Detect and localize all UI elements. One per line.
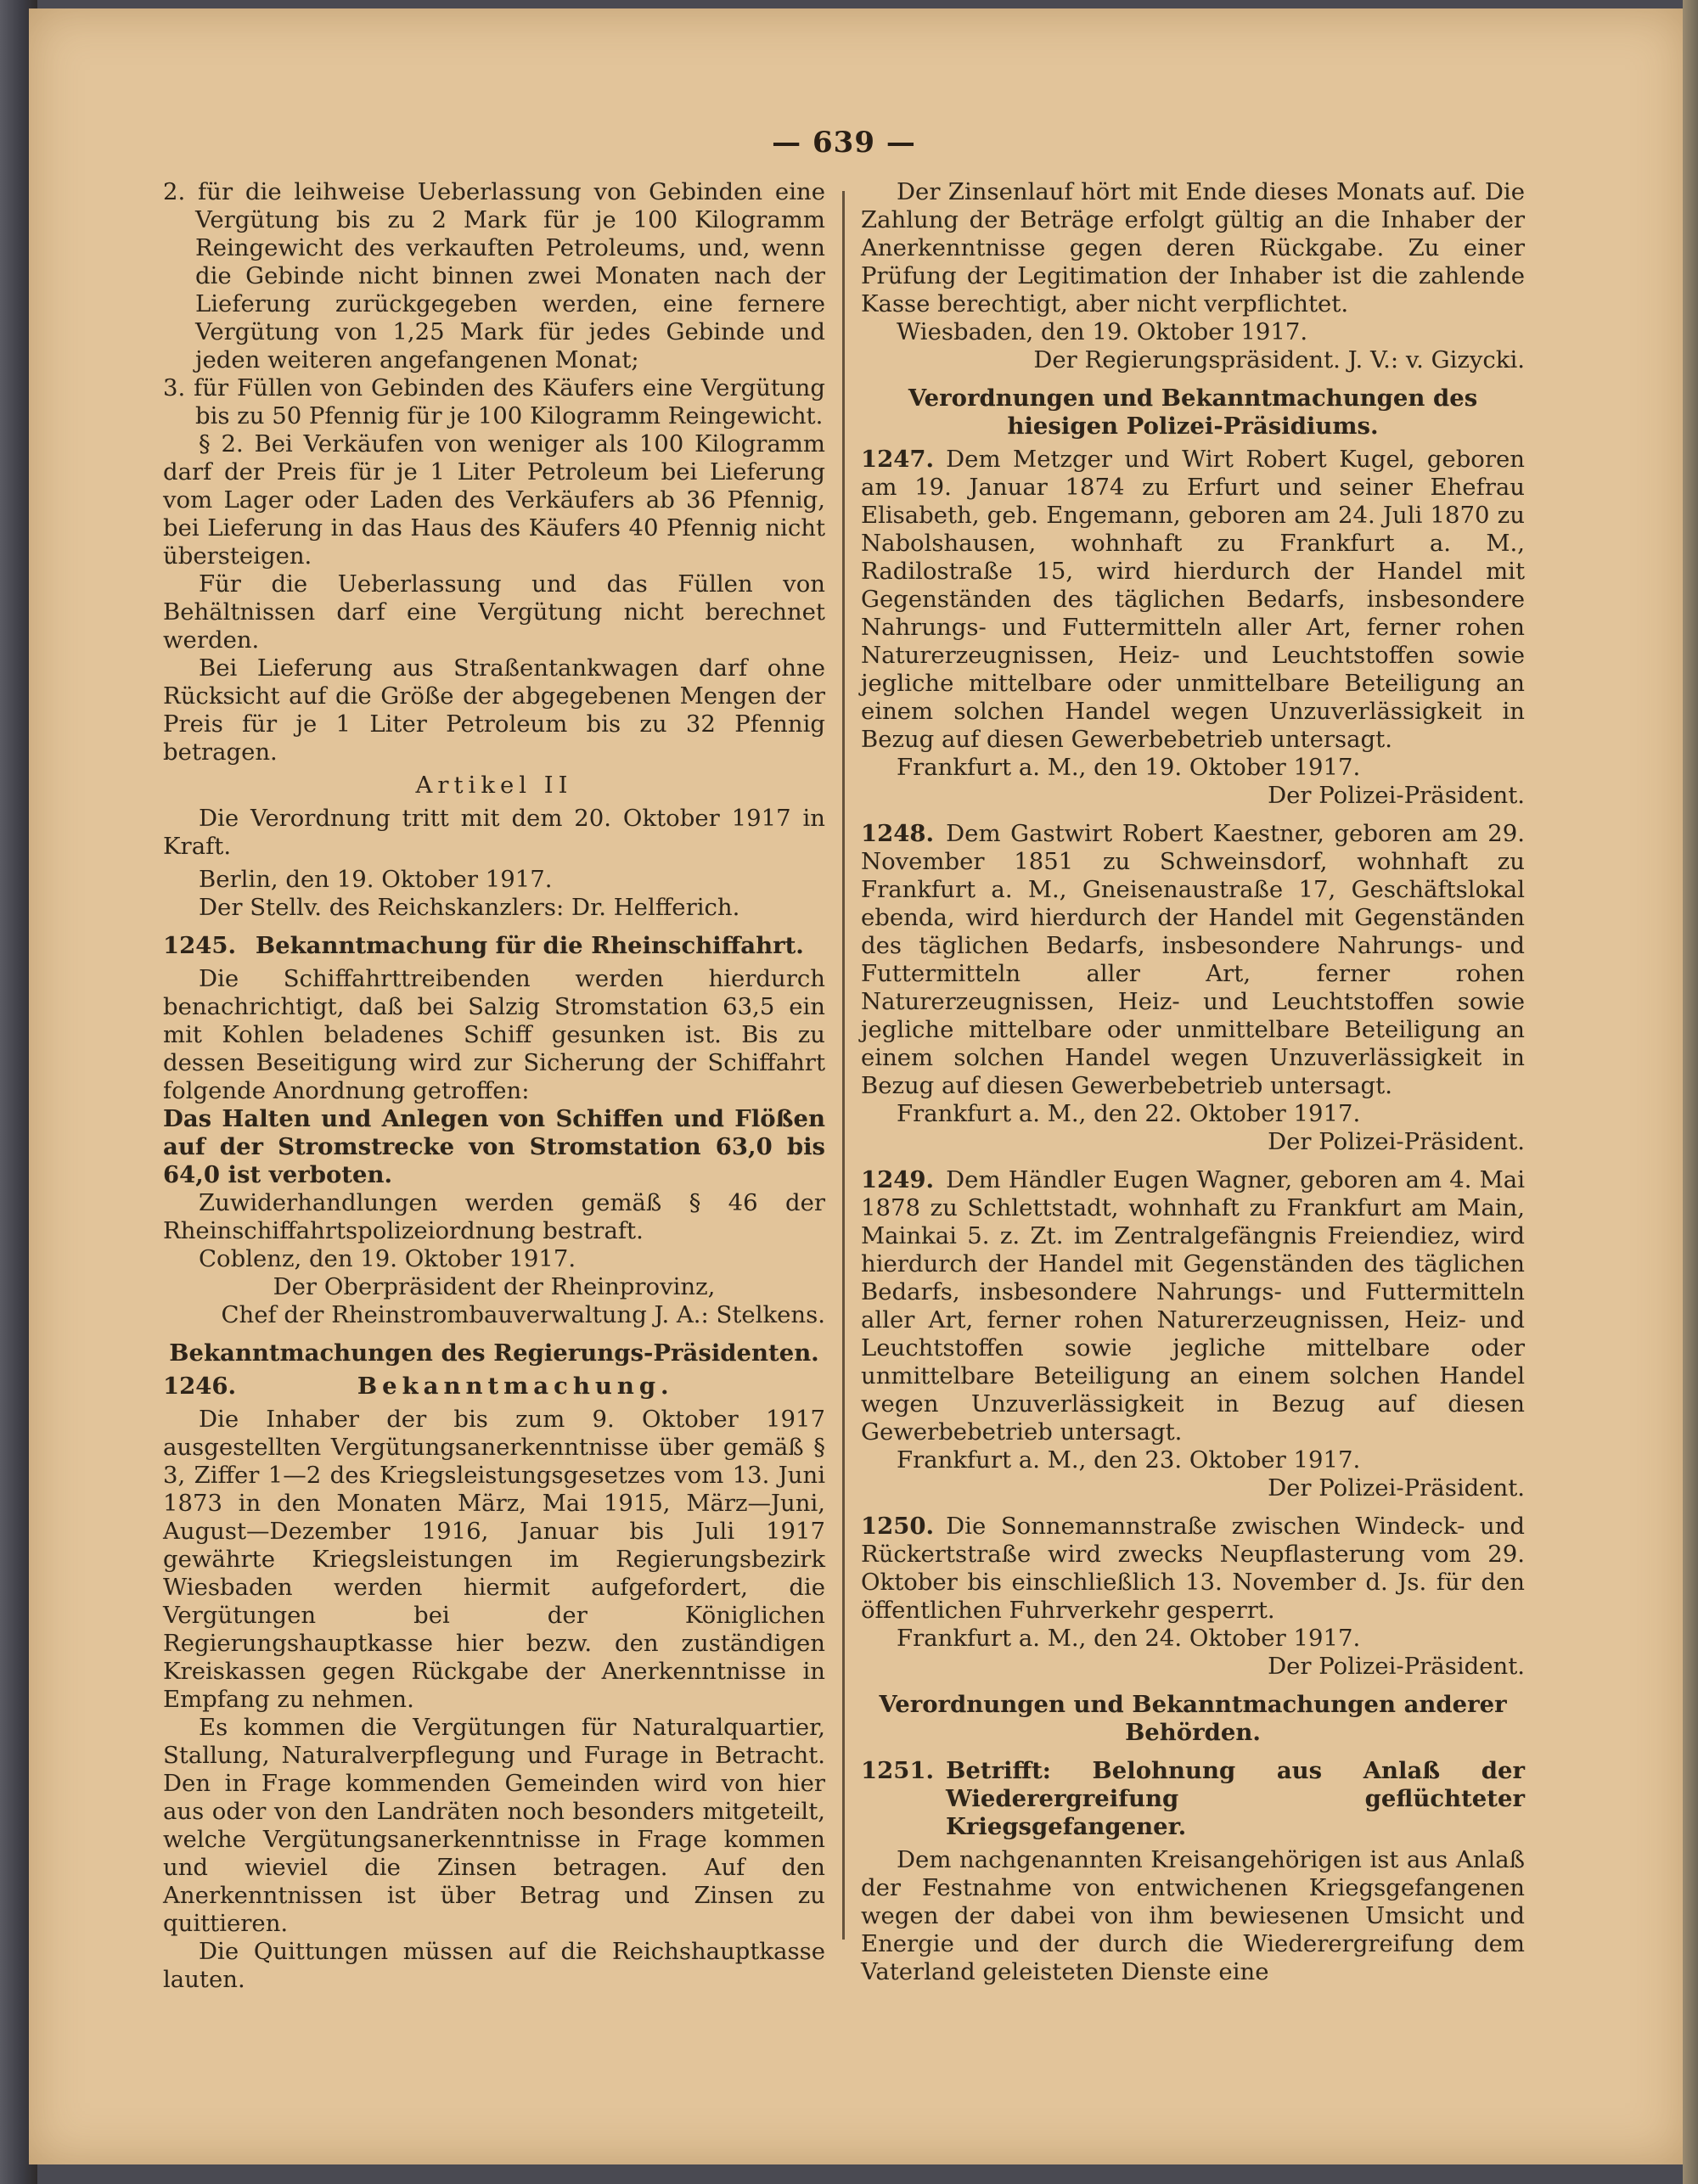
notice-text: Die Sonnemannstraße zwischen Windeck- und Rückertstraße wird zwecks Neupflasterung vom 29. Oktober bis einschließlich 13. November d. Js. für den öffentlichen Fuhrverkehr gesperrt. [861, 1513, 1525, 1624]
paragraph: Bei Lieferung aus Straßentankwagen darf ohne Rücksicht auf die Größe der abgegebenen Mengen der Preis für je 1 Liter Petroleum bis zu 32 Pfennig betragen. [163, 654, 825, 766]
date-line: Frankfurt a. M., den 19. Oktober 1917. [897, 754, 1361, 781]
paragraph: Es kommen die Vergütungen für Naturalquartier, Stallung, Naturalverpflegung und Furage in Betracht. Den in Frage kommenden Gemeinden wird von hier aus oder von den Landräten noch besonders mitgeteilt, welche Vergütungsanerkenntnisse in Frage kommen und wieviel die Zinsen betragen. Auf den Anerkenntnissen ist über Betrag und Zinsen zu quittieren. [163, 1714, 825, 1937]
notice-title: Betrifft: Belohnung aus Anlaß der Wiederergreifung geflüchteter Kriegsgefangener. [946, 1757, 1525, 1840]
section-heading: Bekanntmachungen des Regierungs-Präsidenten. [169, 1339, 819, 1367]
date-line: Frankfurt a. M., den 22. Oktober 1917. [897, 1100, 1361, 1127]
signature: Der Stellv. des Reichskanzlers: Dr. Helfferich. [199, 894, 740, 921]
notice-number: 1249. [861, 1166, 935, 1193]
notice-number: 1247. [861, 446, 935, 473]
notice-number: 1251. [861, 1757, 935, 1784]
notice-number: 1248. [861, 820, 935, 847]
notice [861, 446, 1525, 754]
signature: Der Polizei-Präsident. [1268, 782, 1525, 809]
paragraph: Die Quittungen müssen auf die Reichshauptkasse lauten. [163, 1938, 825, 1993]
notice [861, 1166, 1525, 1446]
notice-text: Dem Metzger und Wirt Robert Kugel, geboren am 19. Januar 1874 zu Erfurt und seiner Ehefrau Elisabeth, geb. Engemann, geboren am 24. Juli 1870 zu Nabolshausen, wohnhaft zu Frankfurt a. M., Radilostraße 15, wird hierdurch der Handel mit Gegenständen des täglichen Bedarfs, insbesondere Nahrungs- und Futtermitteln aller Art, ferner rohen Naturerzeugnissen, Heiz- und Leuchtstoffen sowie jegliche mittelbare oder unmittelbare Beteiligung an einem solchen Handel wegen Unzuverlässigkeit in Bezug auf diesen Gewerbebetrieb untersagt. [861, 446, 1525, 753]
notice [861, 1513, 1525, 1625]
signature: Der Polizei-Präsident. [1268, 1128, 1525, 1155]
notice-title: Bekanntmachung. [357, 1373, 674, 1400]
notice-heading [163, 1373, 825, 1401]
notice-number: 1250. [861, 1513, 935, 1540]
page-number: — 639 — [772, 126, 916, 160]
notice-title: Bekanntmachung für die Rheinschiffahrt. [255, 932, 804, 959]
signature: Der Regierungspräsident. J. V.: v. Gizycki. [1033, 346, 1525, 373]
list-item: 2. für die leihweise Ueberlassung von Gebinden eine Vergütung bis zu 2 Mark für je 100 Kilogramm Reingewicht des verkauften Petroleums, und, wenn die Gebinde nicht binnen zwei Monaten nach der Lieferung zurückgegeben werden, eine fernere Vergütung von 1,25 Mark für jedes Gebinde und jeden weiteren angefangenen Monat; [163, 178, 825, 373]
notice-text: Dem Händler Eugen Wagner, geboren am 4. Mai 1878 zu Schlettstadt, wohnhaft zu Frankfurt am Main, Mainkai 5. z. Zt. im Zentralgefängnis Freiendiez, wird hierdurch der Handel mit Gegenständen des täglichen Bedarfs, insbesondere Nahrungs- und Futtermitteln aller Art, ferner rohen Naturerzeugnissen, Heiz- und Leuchtstoffen sowie jegliche mittelbare oder unmittelbare Beteiligung an einem solchen Handel wegen Unzuverlässigkeit in Bezug auf diesen Gewerbebetrieb untersagt. [861, 1166, 1525, 1446]
paragraph: Die Schiffahrttreibenden werden hierdurch benachrichtigt, daß bei Salzig Stromstation 63,5 ein mit Kohlen beladenes Schiff gesunken ist. Bis zu dessen Beseitigung wird zur Sicherung der Schiffahrt folgende Anordnung getroffen: [163, 965, 825, 1104]
paragraph: Die Inhaber der bis zum 9. Oktober 1917 ausgestellten Vergütungsanerkenntnisse über gemäß § 3, Ziffer 1—2 des Kriegsleistungsgesetzes vom 13. Juni 1873 in den Monaten März, Mai 1915, März—Juni, August—Dezember 1916, Januar bis Juli 1917 gewährte Kriegsleistungen im Regierungsbezirk Wiesbaden werden hiermit aufgefordert, die Vergütungen bei der Königlichen Regierungshauptkasse hier bezw. den zuständigen Kreiskassen gegen Rückgabe der Anerkenntnisse in Empfang zu nehmen. [163, 1406, 825, 1713]
section-heading: Verordnungen und Bekanntmachungen anderer Behörden. [879, 1691, 1507, 1746]
notice [861, 820, 1525, 1100]
signature: Chef der Rheinstrombauverwaltung J. A.: Stelkens. [221, 1301, 825, 1328]
signature: Der Polizei-Präsident. [1268, 1653, 1525, 1680]
article-heading: Artikel II [415, 772, 573, 799]
paragraph: Der Zinsenlauf hört mit Ende dieses Monats auf. Die Zahlung der Beträge erfolgt gültig an die Inhaber der Anerkenntnisse gegen deren Rückgabe. Zu einer Prüfung der Legitimation der Inhaber ist die zahlende Kasse berechtigt, aber nicht verpflichtet. [861, 178, 1525, 317]
notice-number: 1245. [163, 932, 237, 959]
signature: Der Oberpräsident der Rheinprovinz, [273, 1273, 716, 1300]
date-line: Coblenz, den 19. Oktober 1917. [199, 1245, 576, 1272]
right-column [861, 178, 1525, 1986]
date-line: Frankfurt a. M., den 24. Oktober 1917. [897, 1625, 1361, 1652]
notice-text: Dem Gastwirt Robert Kaestner, geboren am 29. November 1851 zu Schweinsdorf, wohnhaft zu Frankfurt a. M., Gneisenaustraße 17, Geschäftslokal ebenda, wird hierdurch der Handel mit Gegenständen des täglichen Bedarfs, insbesondere Nahrungs- und Futtermitteln aller Art, ferner rohen Naturerzeugnissen, Heiz- und Leuchtstoffen sowie jegliche mittelbare oder unmittelbare Beteiligung an einem solchen Handel wegen Unzuverlässigkeit in Bezug auf diesen Gewerbebetrieb untersagt. [861, 820, 1525, 1099]
date-line: Wiesbaden, den 19. Oktober 1917. [897, 318, 1308, 345]
notice-number: 1246. [163, 1373, 237, 1400]
notice-heading [163, 932, 825, 960]
page-edge [1683, 0, 1698, 2184]
list-item: 3. für Füllen von Gebinden des Käufers eine Vergütung bis zu 50 Pfennig für je 100 Kilogramm Reingewicht. [163, 374, 825, 430]
left-column [163, 178, 825, 1994]
section-heading: Verordnungen und Bekanntmachungen des hiesigen Polizei-Präsidiums. [908, 385, 1478, 440]
paragraph: Dem nachgenannten Kreisangehörigen ist aus Anlaß der Festnahme von entwichenen Kriegsgefangenen wegen der dabei von ihm bewiesenen Umsicht und Energie und der durch die Wiederergreifung dem Vaterland geleisteten Dienste eine [861, 1846, 1525, 1985]
notice-heading [861, 1757, 1525, 1841]
paragraph: Die Verordnung tritt mit dem 20. Oktober 1917 in Kraft. [163, 805, 825, 860]
paragraph: § 2. Bei Verkäufen von weniger als 100 Kilogramm darf der Preis für je 1 Liter Petroleum bei Lieferung vom Lager oder Laden des Verkäufers ab 36 Pfennig, bei Lieferung in das Haus des Käufers 40 Pfennig nicht übersteigen. [163, 430, 825, 570]
date-line: Frankfurt a. M., den 23. Oktober 1917. [897, 1446, 1361, 1474]
date-line: Berlin, den 19. Oktober 1917. [199, 866, 553, 893]
paragraph: Für die Ueberlassung und das Füllen von Behältnissen darf eine Vergütung nicht berechnet werden. [163, 570, 825, 654]
paragraph: Das Halten und Anlegen von Schiffen und Flößen auf der Stromstrecke von Stromstation 63,0 bis 64,0 ist verboten. [163, 1105, 825, 1188]
column-divider [842, 191, 845, 1940]
paragraph: Zuwiderhandlungen werden gemäß § 46 der Rheinschiffahrtspolizeiordnung bestraft. [163, 1189, 825, 1244]
signature: Der Polizei-Präsident. [1268, 1474, 1525, 1502]
